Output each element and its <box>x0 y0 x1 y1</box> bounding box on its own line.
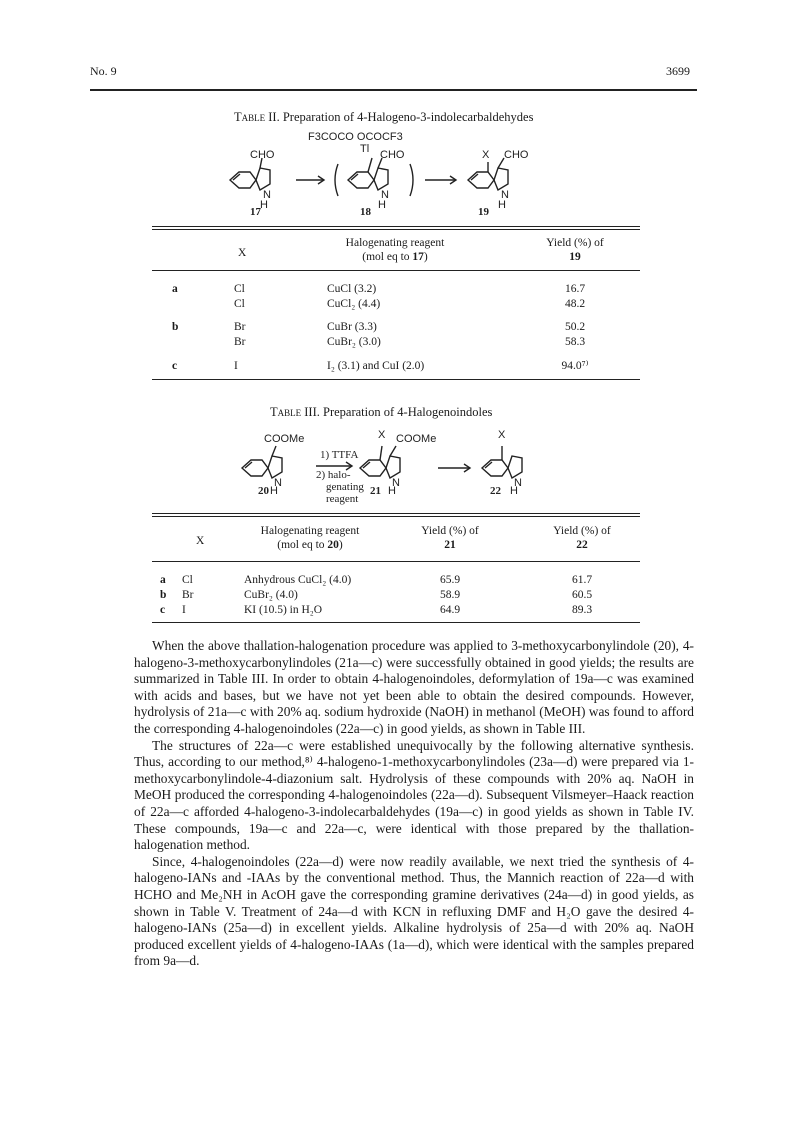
paragraph: Since, 4-halogenoindoles (22a—d) were now readily available, we next tried the synthesis of 4-halogeno-IANs and -IAAs by the conventional method. Thus, the Mannich reaction of 22a—d with HCHO and Me₂NH in AcOH gave the corresponding gramine derivatives (24a—d) in good yields, as shown in Table V. Treatment of 24a—d with KCN in refluxing DMF and H₂O gave the desired 4-halogeno-IANs (25a—d) in excellent yields. Alkaline hydrolysis of 25a—d with 20% aq. NaOH produced excellent yields of 4-halogeno-IAAs (1a—d), which were identical with the samples prepared from 9a—d. <box>134 853 694 969</box>
table3-header-reagent-line2: (mol eq to 20) <box>277 539 343 551</box>
table3-reaction-scheme <box>236 422 566 506</box>
step2-label: 2) halo- <box>316 469 351 481</box>
table3-top-rule-2 <box>152 516 640 517</box>
table3-cell-yield21: 64.9 <box>439 604 461 616</box>
indole-20-structure <box>242 446 282 478</box>
n-label-20: N <box>274 477 282 489</box>
table3-header-reagent <box>240 524 380 552</box>
table2-caption <box>234 110 533 125</box>
h-label-21: H <box>388 485 396 497</box>
h-label-20: H <box>270 485 278 497</box>
table3-caption <box>270 405 492 420</box>
table2-header-reagent <box>310 236 480 264</box>
table2-header-yield <box>520 236 630 264</box>
table2-cell-reagent: CuBr (3.3) <box>327 321 377 333</box>
x-label-19: X <box>482 149 490 161</box>
coome-label-20: COOMe <box>264 433 305 445</box>
step2c-label: reagent <box>326 493 359 505</box>
table3-cell-yield21: 65.9 <box>439 574 461 586</box>
table3-caption-label: Table III. <box>270 405 320 419</box>
table2-entry-a: a <box>172 283 178 295</box>
table2-cell-x: Cl <box>234 283 245 295</box>
compound-label-22: 22 <box>490 485 501 497</box>
table3-header-reagent-line1: Halogenating reagent <box>260 525 360 537</box>
table3-cell-reagent: Anhydrous CuCl₂ (4.0) <box>244 574 352 586</box>
table3-header-yield22 <box>532 524 632 552</box>
x-label-21: X <box>378 429 386 441</box>
table3-header-yield21-line1: Yield (%) of <box>421 525 479 537</box>
table3-header-yield21 <box>400 524 500 552</box>
table3-entry-c: c <box>160 604 166 616</box>
table2-cell-yield: 50.2 <box>564 321 586 333</box>
table3-entry-b: b <box>160 589 167 601</box>
h-label-17: H <box>260 199 268 211</box>
table2-entry-c: c <box>172 360 178 372</box>
table2-entry-b: b <box>172 321 179 333</box>
table2-header-reagent-line1: Halogenating reagent <box>345 237 445 249</box>
table2-cell-x: Cl <box>234 298 245 310</box>
compound-label-19: 19 <box>478 206 489 218</box>
h-label-18: H <box>378 199 386 211</box>
journal-issue: No. 9 <box>90 64 117 78</box>
header-rule <box>90 89 697 91</box>
table2-cell-yield: 16.7 <box>564 283 586 295</box>
compound-label-20: 20 <box>258 485 269 497</box>
table2-cell-yield: 58.3 <box>564 336 586 348</box>
table3-header-yield21-line2: 21 <box>444 539 456 551</box>
table2-header-yield-line2: 19 <box>569 251 581 263</box>
table2-top-rule-2 <box>152 229 640 230</box>
table2-cell-x: Br <box>234 336 246 348</box>
table2-cell-yield: 48.2 <box>564 298 586 310</box>
paragraph: When the above thallation-halogenation procedure was applied to 3-methoxycarbonylindole (20), 4-halogeno-3-methoxycarbonylindoles (21a—c) were successfully obtained in good yields; the results are summarized in Table III. In order to obtain 4-halogenoindoles, deformylation of 19a—c was examined with acids and bases, but we have not yet been able to obtain the desired compounds. However, hydrolysis of 21a—c with 20% aq. sodium hydroxide (NaOH) in methanol (MeOH) was found to afford the corresponding 4-halogenoindoles (22a—c) in good yields, as shown in Table III. <box>134 638 694 736</box>
table3-cell-yield21: 58.9 <box>439 589 461 601</box>
table3-cell-reagent: CuBr₂ (4.0) <box>244 589 298 601</box>
table2-header-yield-line1: Yield (%) of <box>546 237 604 249</box>
n-label-17: N <box>263 189 271 201</box>
reagent-top-label: F3COCO OCOCF3 <box>308 131 403 143</box>
table3-cell-yield22: 60.5 <box>571 589 593 601</box>
h-label-22: H <box>510 485 518 497</box>
step1-label: 1) TTFA <box>320 449 359 461</box>
table2-header-reagent-line2: (mol eq to 17) <box>362 251 428 263</box>
table2-caption-label: Table II. <box>234 110 280 124</box>
indole-22-structure <box>482 446 522 478</box>
table3-entry-a: a <box>160 574 166 586</box>
table2-caption-text: Preparation of 4-Halogeno-3-indolecarbaldehydes <box>282 110 534 124</box>
compound-label-17: 17 <box>250 206 261 218</box>
n-label-19: N <box>501 189 509 201</box>
table3-caption-text: Preparation of 4-Halogenoindoles <box>323 405 493 419</box>
cho-label-18: CHO <box>380 149 405 161</box>
table2-reaction-scheme <box>220 128 560 220</box>
n-label-22: N <box>514 477 522 489</box>
table2-cell-reagent: CuCl (3.2) <box>327 283 377 295</box>
table3-cell-reagent: KI (10.5) in H₂O <box>244 604 323 616</box>
table2-cell-x: I <box>234 360 238 372</box>
table3-cell-x: I <box>182 604 186 616</box>
table2-cell-reagent: CuCl₂ (4.4) <box>327 298 381 310</box>
table3-cell-yield22: 61.7 <box>571 574 593 586</box>
table3-header-rule <box>152 561 640 562</box>
body-text <box>134 638 694 970</box>
paragraph: The structures of 22a—c were established unequivocally by the following alternative synthesis. Thus, according to our method,⁸⁾ 4-halogeno-1-methoxycarbonylindoles (23a—d) were prepared via 1-methoxycarbonylindole-4-diazonium salt. Hydrolysis of these compounds with 20% aq. NaOH in MeOH produced the corresponding 4-halogenoindoles (22a—d). Subsequent Vilsmeyer–Haack reaction of 22a—c afforded 4-halogeno-3-indolecarbaldehydes (19a—c) in good yields as shown in Table IV. These compounds, 19a—c and 22a—c, were identical with those prepared by the thallation-halogenation method. <box>134 737 694 853</box>
n-label-21: N <box>392 477 400 489</box>
table3-cell-x: Cl <box>182 574 193 586</box>
indole-21-structure <box>360 446 400 478</box>
n-label-18: N <box>381 189 389 201</box>
table3-header-x: X <box>196 535 205 547</box>
indole-17-structure <box>230 158 270 190</box>
table3-cell-yield22: 89.3 <box>571 604 593 616</box>
indole-19-structure <box>468 158 508 190</box>
tl-label: Tl <box>360 143 370 155</box>
compound-label-21: 21 <box>370 485 381 497</box>
cho-label-17: CHO <box>250 149 275 161</box>
table2-header-x: X <box>238 247 247 259</box>
table3-top-rule <box>152 513 640 514</box>
table2-cell-x: Br <box>234 321 246 333</box>
table3-bottom-rule <box>152 622 640 623</box>
coome-label-21: COOMe <box>396 433 437 445</box>
table2-cell-yield: 94.0⁷⁾ <box>561 360 589 372</box>
table2-cell-reagent: CuBr₂ (3.0) <box>327 336 381 348</box>
step2b-label: genating <box>326 481 364 493</box>
x-label-22: X <box>498 429 506 441</box>
compound-label-18: 18 <box>360 206 371 218</box>
table2-top-rule <box>152 226 640 227</box>
table3-cell-x: Br <box>182 589 194 601</box>
h-label-19: H <box>498 199 506 211</box>
table2-bottom-rule <box>152 379 640 380</box>
indole-18-structure <box>348 158 388 190</box>
table3-header-yield22-line2: 22 <box>576 539 588 551</box>
table2-cell-reagent: I₂ (3.1) and CuI (2.0) <box>327 360 425 372</box>
cho-label-19: CHO <box>504 149 529 161</box>
table3-header-yield22-line1: Yield (%) of <box>553 525 611 537</box>
page-number: 3699 <box>666 64 690 78</box>
table2-header-rule <box>152 270 640 271</box>
